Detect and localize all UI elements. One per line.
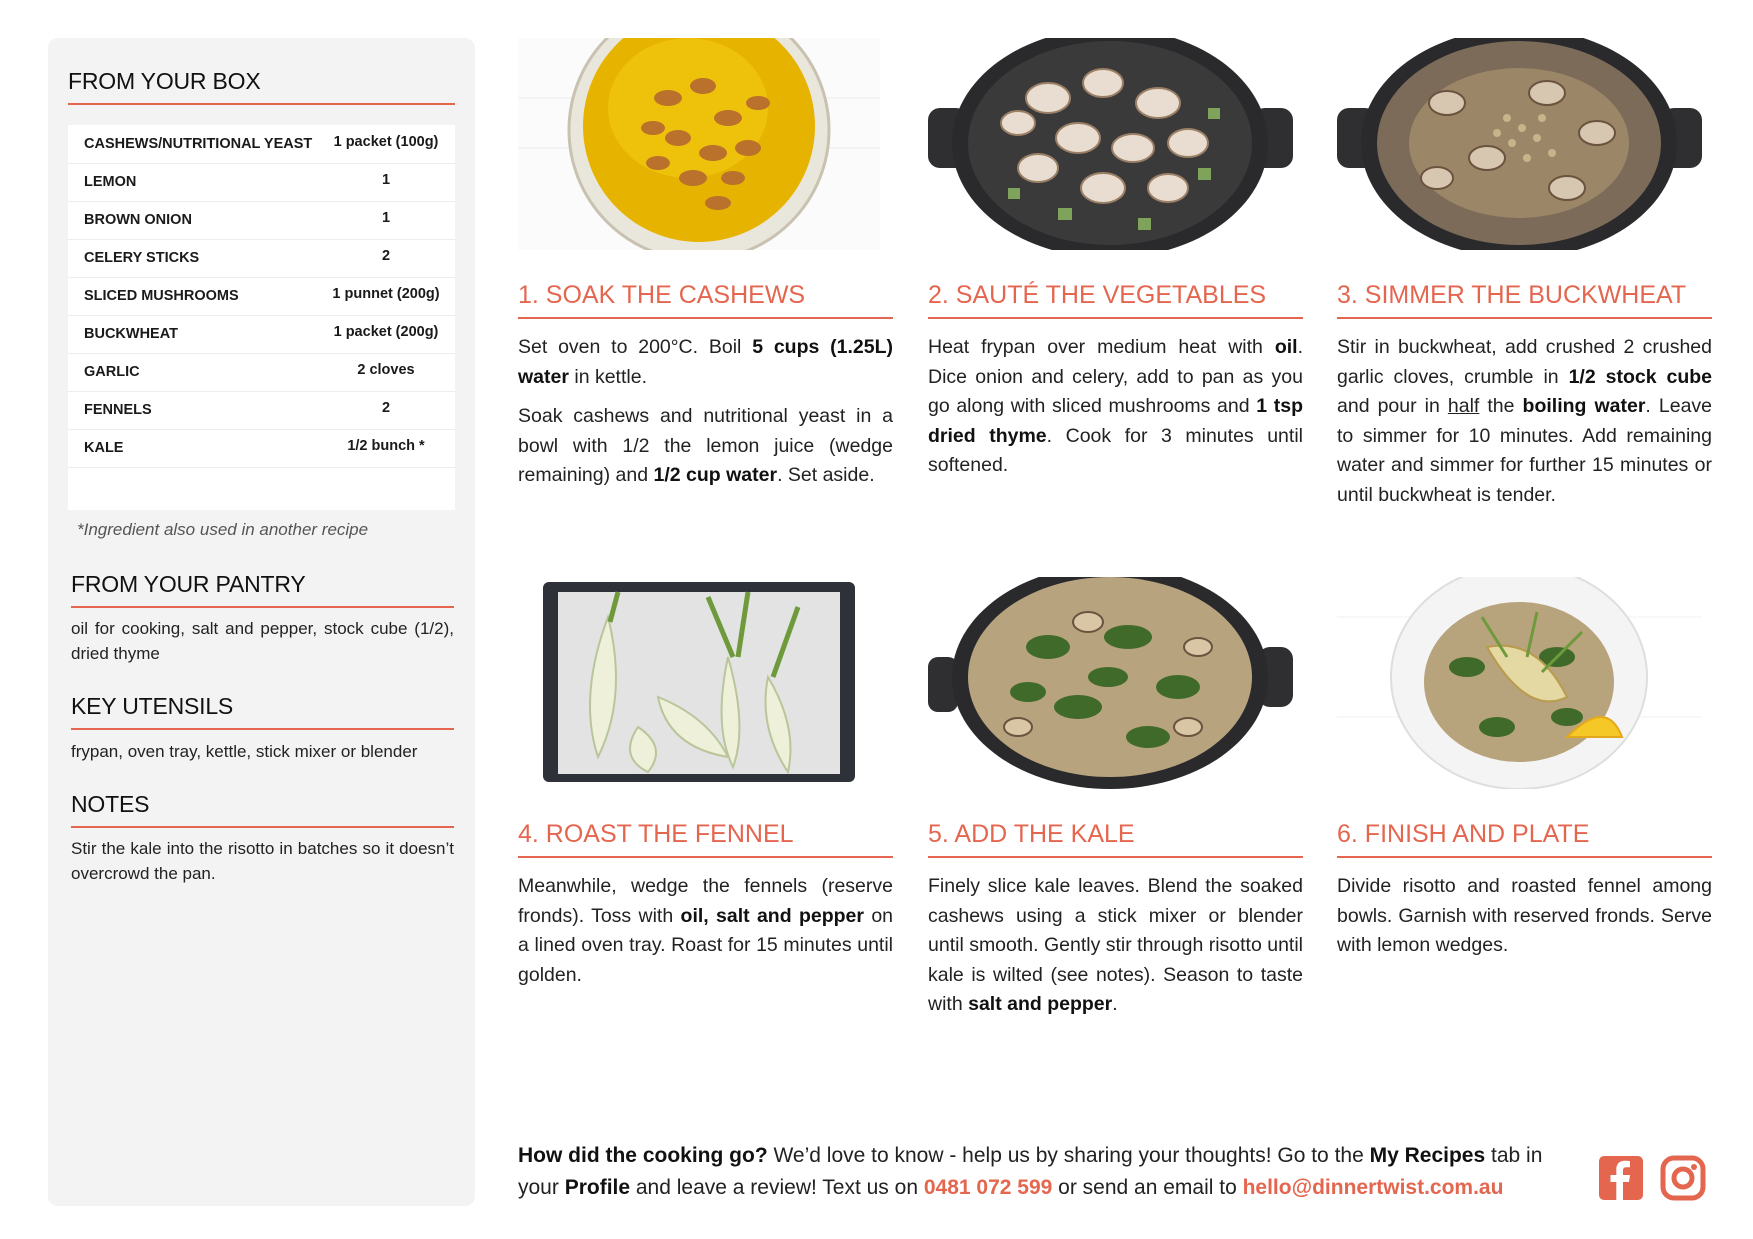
contact-link[interactable]: 0481 072 599 [923, 1175, 1053, 1199]
text-run: . [1112, 993, 1118, 1015]
notes-heading-rule [71, 826, 454, 828]
notes-heading: NOTES [71, 791, 150, 817]
step-5-photo [928, 577, 1293, 789]
step-paragraph [518, 333, 893, 392]
text-run: and leave a review! Text us on [630, 1175, 924, 1199]
text-run: Soak cashews and nutritional yeast in a bowl with 1/2 the lemon juice (wedge remaining) and [518, 405, 893, 486]
step-1-title: 1. SOAK THE CASHEWS [518, 281, 806, 309]
ingredient-row [68, 277, 455, 316]
text-run: Set oven to 200°C. Boil [518, 336, 753, 358]
bold-text: boiling water [1522, 395, 1646, 417]
ingredient-name: GARLIC [84, 364, 140, 380]
step-5-body [928, 872, 1303, 1030]
step-paragraph [1337, 333, 1712, 510]
ingredient-row [68, 125, 455, 164]
bold-text: 1 tsp dried thyme [928, 395, 1303, 447]
step-4-rule [518, 856, 893, 858]
ingredient-row [68, 353, 455, 392]
text-run: on a lined oven tray. Roast for 15 minutes until golden. [518, 904, 894, 986]
ingredient-row [68, 315, 455, 354]
underlined-text: half [1447, 395, 1480, 417]
step-paragraph [928, 872, 1303, 1020]
bold-text: 5 cups (1.25L) water [518, 336, 893, 388]
text-run: Stir in buckwheat, add crushed 2 crushed garlic cloves, crumble in [1337, 336, 1712, 388]
ingredient-name: SLICED MUSHROOMS [84, 288, 239, 304]
ingredient-name: BROWN ONION [84, 212, 192, 228]
pantry-heading-rule [71, 606, 454, 608]
step-2-photo [928, 38, 1293, 250]
utensils-text: frypan, oven tray, kettle, stick mixer or blender [71, 742, 418, 761]
text-run: Meanwhile, wedge the fennels (reserve fronds). Toss with [518, 875, 893, 927]
step-6-photo [1337, 577, 1702, 789]
step-4-body [518, 872, 893, 1000]
step-2-body [928, 333, 1303, 491]
step-paragraph [1337, 872, 1712, 961]
text-run: . Cook for 3 minutes until softened. [928, 424, 1303, 476]
step-4-photo [518, 577, 880, 789]
text-run: . Leave to simmer for 10 minutes. Add remaining water and simmer for further 15 minutes or until buckwheat is tender. [1337, 395, 1713, 506]
step-3-title: 3. SIMMER THE BUCKWHEAT [1337, 281, 1687, 309]
step-3-photo [1337, 38, 1702, 250]
contact-link[interactable]: hello@dinnertwist.com.au [1242, 1175, 1504, 1199]
step-2-title: 2. SAUTÉ THE VEGETABLES [928, 281, 1267, 309]
ingredient-row [68, 429, 455, 468]
text-run: in kettle. [568, 365, 647, 388]
step-1-photo [518, 38, 880, 250]
text-run: or send an email to [1052, 1175, 1243, 1199]
ingredient-name: KALE [84, 440, 124, 456]
utensils-heading-rule [71, 728, 454, 730]
ingredient-qty: 2 cloves [357, 362, 415, 378]
ingredient-qty: 1 packet (100g) [333, 134, 439, 150]
from-your-box-heading: FROM YOUR BOX [68, 68, 261, 94]
step-5-title: 5. ADD THE KALE [928, 820, 1135, 848]
step-paragraph [518, 872, 893, 990]
bold-text: oil [1274, 336, 1298, 358]
text-run: . Dice onion and celery, add to pan as you go along with sliced mushrooms and [928, 336, 1303, 417]
ingredient-name: FENNELS [84, 402, 152, 418]
ingredient-row [68, 391, 455, 430]
ingredients-table [68, 125, 455, 510]
text-run: Divide risotto and roasted fennel among bowls. Garnish with reserved fronds. Serve with lemon wedges. [1337, 875, 1712, 956]
step-6-rule [1337, 856, 1712, 858]
ingredient-footnote: *Ingredient also used in another recipe [77, 520, 369, 539]
ingredient-qty: 2 [381, 248, 391, 264]
step-6-body [1337, 872, 1712, 971]
bold-text: 1/2 cup water [653, 464, 778, 486]
bold-text: My Recipes [1369, 1144, 1486, 1167]
step-2-rule [928, 317, 1303, 319]
text-run: the [1479, 395, 1523, 417]
step-1-body [518, 333, 893, 501]
ingredient-qty: 2 [381, 400, 391, 416]
ingredient-row [68, 201, 455, 240]
ingredient-qty: 1 [381, 210, 391, 226]
bold-text: Profile [564, 1175, 631, 1199]
ingredient-name: BUCKWHEAT [84, 326, 178, 342]
text-run: . Set aside. [777, 464, 875, 486]
text-run: tab in your [518, 1144, 1543, 1199]
ingredient-row [68, 163, 455, 202]
ingredient-qty: 1 punnet (200g) [332, 286, 440, 302]
step-3-rule [1337, 317, 1712, 319]
ingredient-qty: 1 [381, 172, 391, 188]
step-5-rule [928, 856, 1303, 858]
step-6-title: 6. FINISH AND PLATE [1337, 820, 1590, 848]
bold-text: oil, salt and pepper [680, 904, 864, 927]
ingredient-row [68, 239, 455, 278]
notes-text: Stir the kale into the risotto in batches so it doesn’t overcrowd the pan. [71, 839, 454, 883]
step-3-body [1337, 333, 1712, 520]
text-run: and pour in [1337, 395, 1448, 417]
text-run: Finely slice kale leaves. Blend the soaked cashews using a stick mixer or blender until smooth. Gently stir through risotto until kale is wilted (see notes). Season to taste with [928, 875, 1304, 1015]
step-4-title: 4. ROAST THE FENNEL [518, 820, 794, 848]
bold-text: salt and pepper [968, 993, 1113, 1015]
step-paragraph [518, 402, 893, 491]
ingredient-name: CELERY STICKS [84, 250, 200, 266]
ingredient-qty: 1/2 bunch * [347, 438, 425, 454]
box-heading-rule [68, 103, 455, 105]
instagram-icon[interactable] [1660, 1155, 1706, 1201]
step-paragraph [928, 333, 1303, 481]
text-run: We’d love to know - help us by sharing your thoughts! Go to the [767, 1144, 1370, 1167]
ingredient-qty: 1 packet (200g) [333, 324, 439, 340]
bold-text: How did the cooking go? [518, 1144, 768, 1167]
from-your-pantry-heading: FROM YOUR PANTRY [71, 571, 306, 597]
text-run: Heat frypan over medium heat with [928, 336, 1275, 358]
pantry-text: oil for cooking, salt and pepper, stock cube (1/2), dried thyme [71, 619, 454, 663]
bold-text: 1/2 stock cube [1568, 365, 1712, 388]
ingredient-name: CASHEWS/NUTRITIONAL YEAST [84, 136, 313, 152]
step-1-rule [518, 317, 893, 319]
review-footer [518, 1140, 1588, 1203]
ingredient-name: LEMON [84, 174, 137, 190]
facebook-icon[interactable] [1598, 1155, 1644, 1201]
key-utensils-heading: KEY UTENSILS [71, 693, 234, 719]
